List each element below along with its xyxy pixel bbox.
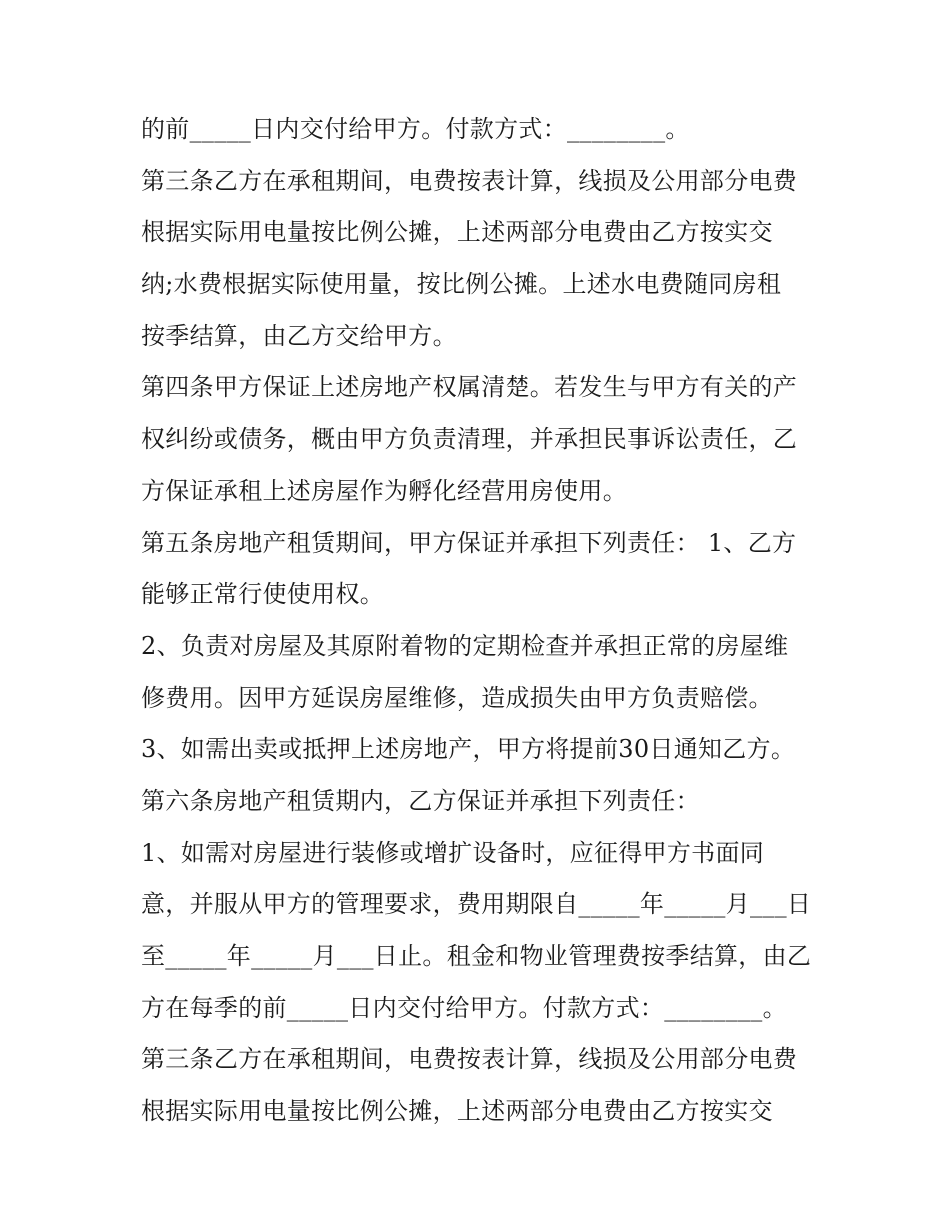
text-line: 按季结算，由乙方交给甲方。 xyxy=(141,321,457,350)
text-line: 3、如需出卖或抵押上述房地产，甲方将提前30日通知乙方。 xyxy=(141,735,796,764)
text-line: 意，并服从甲方的管理要求，费用期限自_____年_____月___日 xyxy=(141,890,812,919)
text-line: 第五条房地产租赁期间，甲方保证并承担下列责任： 1、乙方 xyxy=(141,528,797,557)
text-line: 修费用。因甲方延误房屋维修，造成损失由甲方负责赔偿。 xyxy=(141,683,773,712)
text-line: 根据实际用电量按比例公摊，上述两部分电费由乙方按实交 xyxy=(141,1097,773,1126)
text-line: 2、负责对房屋及其原附着物的定期检查并承担正常的房屋维 xyxy=(141,631,789,660)
text-line: 的前_____日内交付给甲方。付款方式：________。 xyxy=(141,115,690,143)
text-line: 根据实际用电量按比例公摊，上述两部分电费由乙方按实交 xyxy=(141,218,773,247)
text-line: 第四条甲方保证上述房地产权属清楚。若发生与甲方有关的产 xyxy=(141,373,798,402)
text-line: 方保证承租上述房屋作为孵化经营用房使用。 xyxy=(141,476,627,505)
document-body xyxy=(141,104,821,1138)
text-line: 权纠纷或债务，概由甲方负责清理，并承担民事诉讼责任，乙 xyxy=(141,425,798,454)
text-line: 第三条乙方在承租期间，电费按表计算，线损及公用部分电费 xyxy=(141,1045,798,1074)
text-line: 1、如需对房屋进行装修或增扩设备时，应征得甲方书面同 xyxy=(141,838,765,867)
text-line: 第三条乙方在承租期间，电费按表计算，线损及公用部分电费 xyxy=(141,166,798,195)
text-line: 纳;水费根据实际使用量，按比例公摊。上述水电费随同房租 xyxy=(141,270,782,299)
text-line: 至_____年_____月___日止。租金和物业管理费按季结算，由乙 xyxy=(141,942,812,970)
text-line: 能够正常行使使用权。 xyxy=(141,580,384,609)
text-line: 第六条房地产租赁期内，乙方保证并承担下列责任： xyxy=(141,786,700,815)
text-line: 方在每季的前_____日内交付给甲方。付款方式：________。 xyxy=(141,993,787,1022)
